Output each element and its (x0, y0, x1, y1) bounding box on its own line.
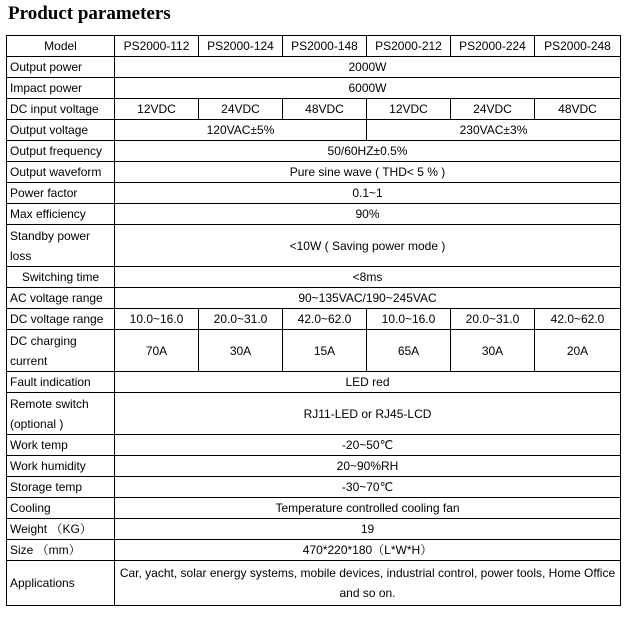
table-row (7, 162, 621, 183)
row-value: 15A (283, 330, 367, 372)
table-row (7, 498, 621, 519)
row-value: 20A (535, 330, 621, 372)
row-label: Power factor (7, 183, 115, 204)
row-label: Output frequency (7, 141, 115, 162)
row-value: 2000W (115, 57, 621, 78)
row-value: 120VAC±5% (115, 120, 367, 141)
table-row (7, 519, 621, 540)
row-value: 12VDC (115, 99, 199, 120)
row-label: Weight （KG） (7, 519, 115, 540)
row-label: AC voltage range (7, 288, 115, 309)
row-value: 30A (199, 330, 283, 372)
table-row (7, 225, 621, 267)
row-value: -30~70℃ (115, 477, 621, 498)
row-value: 24VDC (451, 99, 535, 120)
table-row (7, 120, 621, 141)
table-row (7, 309, 621, 330)
row-label: Fault indication (7, 372, 115, 393)
row-value: -20~50℃ (115, 435, 621, 456)
row-value: 470*220*180（L*W*H） (115, 540, 621, 561)
row-label: Applications (7, 561, 115, 606)
row-label: DC charging current (7, 330, 115, 372)
row-label: DC voltage range (7, 309, 115, 330)
table-row (7, 267, 621, 288)
row-label: Output power (7, 57, 115, 78)
row-label: Max efficiency (7, 204, 115, 225)
table-row (7, 204, 621, 225)
table-row (7, 330, 621, 372)
table-row (7, 78, 621, 99)
table-row (7, 288, 621, 309)
row-value: 30A (451, 330, 535, 372)
row-label: Work humidity (7, 456, 115, 477)
row-value: 42.0~62.0 (535, 309, 621, 330)
row-value: 20.0~31.0 (451, 309, 535, 330)
model-cell: PS2000-148 (283, 36, 367, 57)
table-row (7, 456, 621, 477)
table-row (7, 477, 621, 498)
header-model-label: Model (7, 36, 115, 57)
table-row (7, 57, 621, 78)
row-label: Size （mm） (7, 540, 115, 561)
product-parameters-table (6, 35, 621, 606)
row-value: LED red (115, 372, 621, 393)
row-value: <8ms (115, 267, 621, 288)
page-title: Product parameters (8, 3, 171, 24)
row-label: Storage temp (7, 477, 115, 498)
row-label: DC input voltage (7, 99, 115, 120)
row-value: 20.0~31.0 (199, 309, 283, 330)
table-row (7, 393, 621, 435)
row-value: <10W ( Saving power mode ) (115, 225, 621, 267)
table-row (7, 372, 621, 393)
row-label: Cooling (7, 498, 115, 519)
row-value: 90~135VAC/190~245VAC (115, 288, 621, 309)
model-cell: PS2000-112 (115, 36, 199, 57)
row-label: Output voltage (7, 120, 115, 141)
row-value: 6000W (115, 78, 621, 99)
model-cell: PS2000-224 (451, 36, 535, 57)
row-value: 42.0~62.0 (283, 309, 367, 330)
row-value: 12VDC (367, 99, 451, 120)
row-value: 20~90%RH (115, 456, 621, 477)
table-row (7, 540, 621, 561)
model-cell: PS2000-212 (367, 36, 451, 57)
row-value: 65A (367, 330, 451, 372)
row-value: 230VAC±3% (367, 120, 621, 141)
row-value: 10.0~16.0 (115, 309, 199, 330)
table-row (7, 561, 621, 606)
row-value: Car, yacht, solar energy systems, mobile devices, industrial control, power tools, Home Office and so on. (115, 561, 621, 606)
row-value: Temperature controlled cooling fan (115, 498, 621, 519)
table-row (7, 435, 621, 456)
row-value: 0.1~1 (115, 183, 621, 204)
row-value: Pure sine wave ( THD< 5 % ) (115, 162, 621, 183)
row-value: 50/60HZ±0.5% (115, 141, 621, 162)
row-value: 90% (115, 204, 621, 225)
model-cell: PS2000-124 (199, 36, 283, 57)
table-row (7, 99, 621, 120)
row-label: Work temp (7, 435, 115, 456)
row-label: Standby power loss (7, 225, 115, 267)
table-row (7, 141, 621, 162)
row-value: 70A (115, 330, 199, 372)
row-label: Output waveform (7, 162, 115, 183)
table-header-row (7, 36, 621, 57)
row-value: 24VDC (199, 99, 283, 120)
row-label: Remote switch (optional ) (7, 393, 115, 435)
row-value: 10.0~16.0 (367, 309, 451, 330)
row-label: Impact power (7, 78, 115, 99)
row-value: 19 (115, 519, 621, 540)
row-label: Switching time (7, 267, 115, 288)
table-row (7, 183, 621, 204)
row-value: 48VDC (535, 99, 621, 120)
row-value: 48VDC (283, 99, 367, 120)
row-value: RJ11-LED or RJ45-LCD (115, 393, 621, 435)
model-cell: PS2000-248 (535, 36, 621, 57)
